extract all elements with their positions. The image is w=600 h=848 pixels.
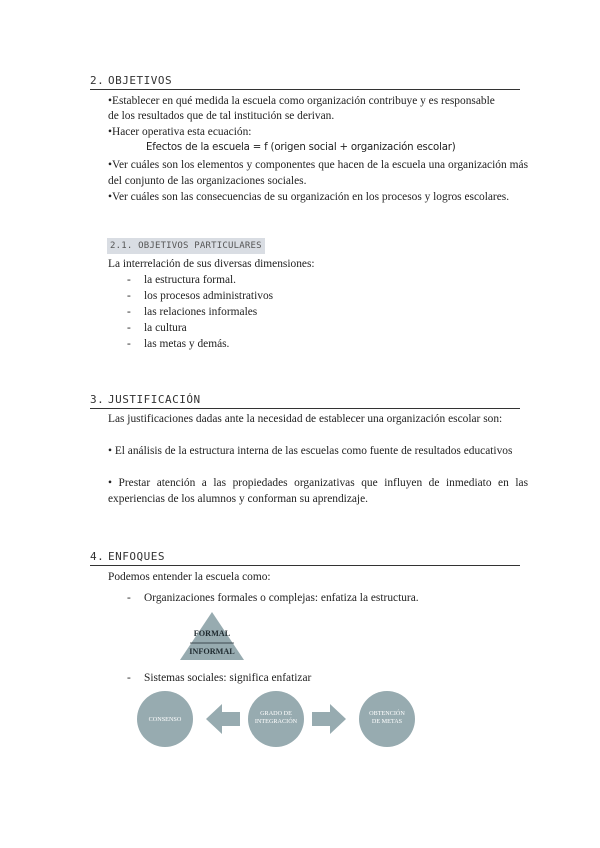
paragraph: Las justificaciones dadas ante la necesidad de establecer una organización escolar son: bbox=[108, 413, 503, 425]
list-item: las relaciones informales bbox=[144, 306, 258, 318]
section-number: 2. bbox=[90, 74, 105, 87]
equation: Efectos de la escuela = f (origen social + organización escolar) bbox=[146, 142, 456, 153]
section-heading-justificacion bbox=[90, 391, 520, 409]
list-item: la cultura bbox=[144, 322, 187, 334]
subsection-heading: 2.1. OBJETIVOS PARTICULARES bbox=[107, 238, 265, 254]
paragraph-line: Podemos entender la escuela como: bbox=[108, 571, 271, 583]
integracion-label-2: INTEGRACIÓN bbox=[254, 718, 298, 725]
arrow-right bbox=[312, 704, 346, 734]
pyramid-top-label: FORMAL bbox=[193, 629, 231, 638]
list-dash: - bbox=[127, 338, 131, 350]
paragraph-line: La interrelación de sus diversas dimensiones: bbox=[108, 258, 315, 270]
list-item: Organizaciones formales o complejas: enfatiza la estructura. bbox=[144, 592, 419, 604]
bullet-paragraph: •Ver cuáles son las consecuencias de su organización en los procesos y logros escolares. bbox=[108, 191, 510, 203]
arrow-left bbox=[206, 704, 240, 734]
list-item: la estructura formal. bbox=[144, 274, 237, 286]
section-title: OBJETIVOS bbox=[108, 74, 173, 87]
section-heading-enfoques bbox=[90, 548, 520, 566]
metas-label-1: OBTENCIÓN bbox=[369, 710, 405, 717]
paragraph-line: •Hacer operativa esta ecuación: bbox=[108, 126, 252, 138]
metas-label-2: DE METAS bbox=[371, 718, 403, 725]
paragraph-line: •Establecer en qué medida la escuela como organización contribuye y es responsable bbox=[108, 95, 495, 107]
bullet-paragraph: •Ver cuáles son los elementos y componentes que hacen de la escuela una organización más del conjunto de las organizaciones sociales. bbox=[108, 159, 528, 187]
section-heading-objetivos bbox=[90, 72, 520, 90]
formal-informal-pyramid bbox=[178, 610, 246, 662]
section-number: 4. bbox=[90, 550, 105, 563]
list-dash: - bbox=[127, 322, 131, 334]
integracion-label-1: GRADO DE bbox=[260, 710, 292, 717]
section-number: 3. bbox=[90, 393, 105, 406]
bullet-paragraph: • El análisis de la estructura interna de las escuelas como fuente de resultados educativos bbox=[108, 445, 513, 457]
list-item: Sistemas sociales: significa enfatizar bbox=[144, 672, 312, 684]
paragraph-line: de los resultados que de tal institución se derivan. bbox=[108, 110, 335, 122]
list-item: los procesos administrativos bbox=[144, 290, 274, 302]
list-dash: - bbox=[127, 274, 131, 286]
pyramid-bottom-label: INFORMAL bbox=[189, 647, 235, 656]
consenso-label: CONSENSO bbox=[148, 716, 182, 723]
list-item: las metas y demás. bbox=[144, 338, 230, 350]
section-title: ENFOQUES bbox=[108, 550, 165, 563]
social-system-diagram bbox=[136, 690, 416, 750]
section-title: JUSTIFICACIÓN bbox=[108, 393, 201, 406]
list-dash: - bbox=[127, 290, 131, 302]
list-dash: - bbox=[127, 306, 131, 318]
list-dash: - bbox=[127, 672, 131, 684]
list-dash: - bbox=[127, 592, 131, 604]
bullet-paragraph: • Prestar atención a las propiedades organizativas que influyen de inmediato en las experiencias de los alumnos y conforman su aprendizaje. bbox=[108, 477, 528, 505]
